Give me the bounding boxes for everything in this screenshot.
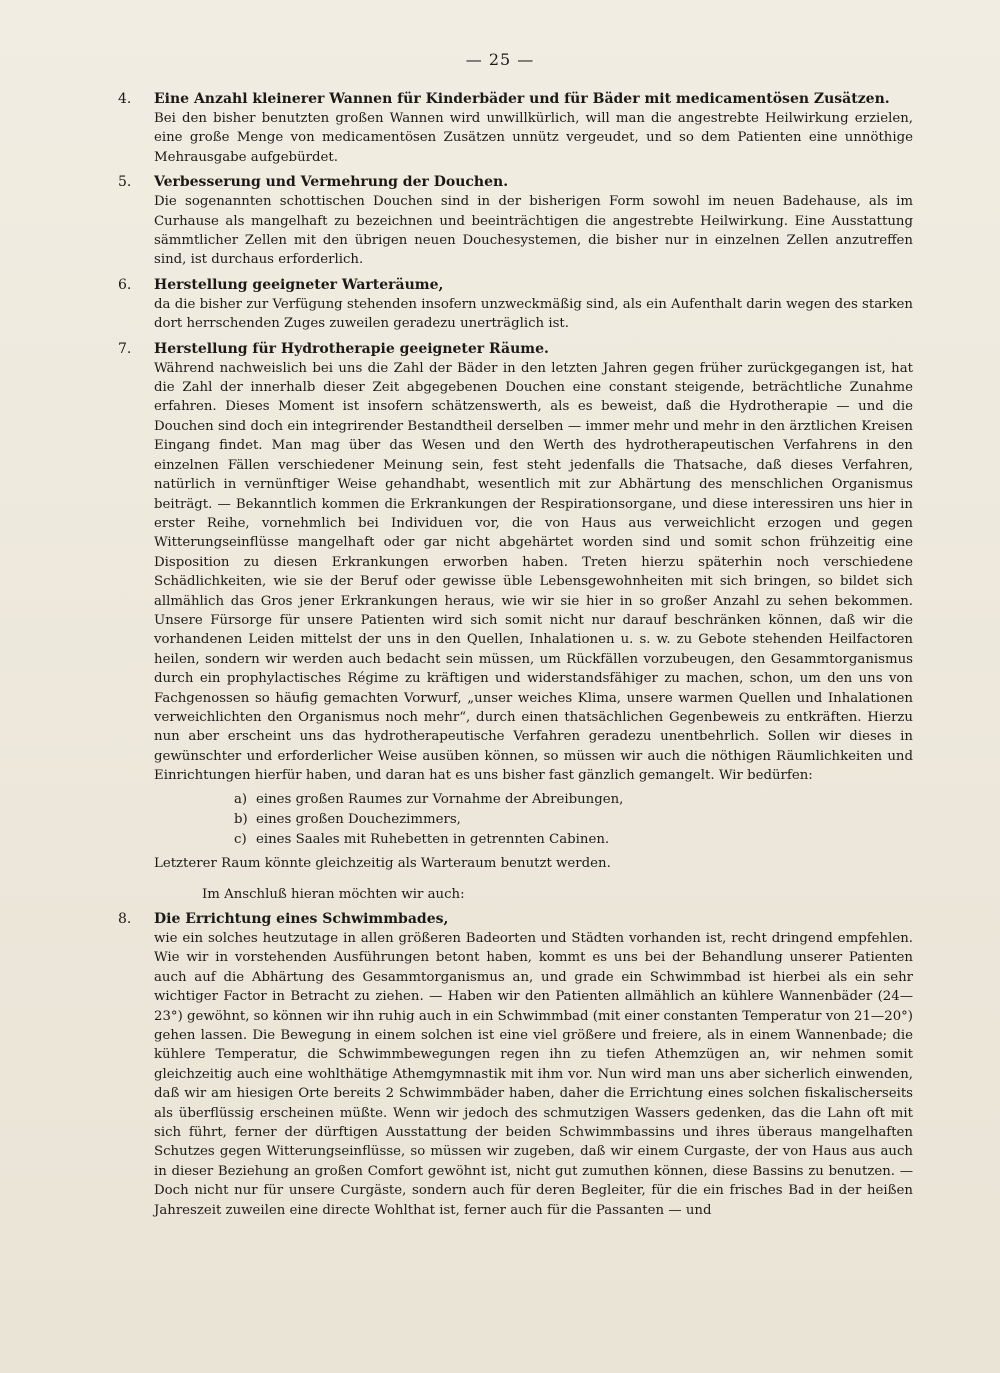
- document-body: [118, 90, 913, 1226]
- item-body: [118, 929, 913, 1220]
- sub-list-marker: b): [234, 811, 248, 827]
- item-body: [118, 359, 913, 873]
- item-number: 4.: [118, 91, 132, 107]
- item-number: 5.: [118, 174, 132, 191]
- item-closing-paragraph: Letzterer Raum könnte gleichzeitig als Warteraum benutzt werden.: [154, 855, 611, 871]
- item-body: [118, 109, 913, 167]
- item-heading: Herstellung geeigneter Warteräume,: [154, 276, 444, 293]
- item-paragraph: wie ein solches heutzutage in allen größeren Badeorten und Städten vorhanden ist, recht dringend empfehlen. Wie wir in vorstehenden Ausführungen betont haben, kommt es uns bei der Behandlung unserer Patienten auch auf die Abhärtung des Gesammtorganismus an, und grade ein Schwimmbad ist hierbei als ein sehr wichtiger Factor in Betracht zu ziehen. — Haben wir den Patienten allmählich an kühlere Wannenbäder (24—23°) gewöhnt, so können wir ihn ruhig auch in ein Schwimmbad (mit einer constanten Temperatur von 21—20°) gehen lassen. Die Bewegung in einem solchen ist eine viel größere und freiere, als in einem Wannenbade; die kühlere Temperatur, die Schwimmbewegungen regen ihn zu tiefen Athemzügen an, wir nehmen somit gleichzeitig auch eine wohlthätige Athemgymnastik mit ihm vor. Nun wird man uns aber sicherlich einwenden, daß wir am hiesigen Orte bereits 2 Schwimmbäder haben, daher die Errichtung eines solchen fiskalischerseits als überflüssig erscheinen müßte. Wenn wir jedoch des schmutzigen Wassers gedenken, das die Lahn oft mit sich führt, ferner der dürftigen Ausstattung der beiden Schwimmbassins und ihres überaus mangelhaften Schutzes gegen Witterungseinflüsse, so müssen wir zugeben, daß wir einem Curgaste, der von Haus aus auch in dieser Beziehung an großen Comfort gewöhnt ist, nicht gut zumuthen können, diese Bassins zu benutzen. — Doch nicht nur für unsere Curgäste, sondern auch für deren Begleiter, für die ein frisches Bad in der heißen Jahreszeit zuweilen eine directe Wohlthat ist, ferner auch für die Passanten — und: [154, 931, 913, 1218]
- list-item: [118, 173, 913, 270]
- sub-list-item: [234, 810, 913, 830]
- item-heading: Die Errichtung eines Schwimmbades,: [154, 911, 449, 927]
- item-heading: Herstellung für Hydrotherapie geeigneter Räume.: [154, 340, 549, 357]
- item-number: 6.: [118, 276, 132, 293]
- sub-list-marker: a): [234, 791, 248, 807]
- item-heading-row: [118, 276, 913, 295]
- item-paragraph: Während nachweislich bei uns die Zahl der Bäder in den letzten Jahren gegen früher zurückgegangen ist, hat die Zahl der innerhalb dieser Zeit abgegebenen Douchen eine constant steigende, beträchtliche Zunahme erfahren. Dieses Moment ist insofern schätzenswerth, als es beweist, daß die Hydrotherapie — und die Douchen sind doch ein integrirender Bestandtheil derselben — immer mehr und mehr in den ärztlichen Kreisen Eingang findet. Man mag über das Wesen und den Werth des hydrotherapeutischen Verfahrens in den einzelnen Fällen verschiedener Meinung sein, fest steht jedenfalls die Thatsache, daß dieses Verfahren, natürlich in vernünftiger Weise gehandhabt, wesentlich mit zur Abhärtung des menschlichen Organismus beiträgt. — Bekanntlich kommen die Erkrankungen der Respirationsorgane, und diese interessiren uns hier in erster Reihe, vornehmlich bei Individuen vor, die von Haus aus verweichlicht erzogen und gegen Witterungseinflüsse mangelhaft oder gar nicht abgehärtet worden sind und somit schon frühzeitig eine Disposition zu diesen Erkrankungen erworben haben. Treten hierzu späterhin noch verschiedene Schädlichkeiten, wie sie der Beruf oder gewisse üble Lebensgewohnheiten mit sich bringen, so bildet sich allmählich das Gros jener Erkrankungen heraus, wie wir sie hier in so großer Anzahl zu sehen bekommen. Unsere Fürsorge für unsere Patienten wird sich somit nicht nur darauf beschränken können, daß wir die vorhandenen Leiden mittelst der uns in den Quellen, Inhalationen u. s. w. zu Gebote stehenden Heilfactoren heilen, sondern wir werden auch bedacht sein müssen, um Rückfällen vorzubeugen, den Gesammtorganismus durch ein prophylactisches Régime zu kräftigen und widerstandsfähiger zu machen, schon, um den uns von Fachgenossen so häufig gemachten Vorwurf, „unser weiches Klima, unsere warmen Quellen und Inhalationen verweichlichten den Organismus noch mehr“, durch einen thatsächlichen Gegenbeweis zu entkräften. Hierzu nun aber erscheint uns das hydrotherapeutische Verfahren geradezu unentbehrlich. Sollen wir dieses in gewünschter und erforderlicher Weise ausüben können, so müssen wir auch die nöthigen Räumlichkeiten und Einrichtungen hierfür haben, und daran hat es uns bisher fast gänzlich gemangelt. Wir bedürfen:: [154, 360, 913, 784]
- sub-list-text: eines großen Raumes zur Vornahme der Abreibungen,: [256, 791, 624, 807]
- item-heading-row: [118, 910, 913, 929]
- item-body: [118, 295, 913, 334]
- item-heading-row: [118, 173, 913, 192]
- sub-list-item: [234, 790, 913, 810]
- item-paragraph: Die sogenannten schottischen Douchen sind in der bisherigen Form sowohl im neuen Badehause, als im Curhause als mangelhaft zu bezeichnen und beeinträchtigen die angestrebte Heilwirkung. Eine Ausstattung sämmtlicher Zellen mit den übrigen neuen Douchesystemen, die bisher nur in einzelnen Zellen anzutreffen sind, ist durchaus erforderlich.: [154, 194, 913, 268]
- sub-list-marker: c): [234, 831, 247, 847]
- list-item: [118, 340, 913, 873]
- item-paragraph: da die bisher zur Verfügung stehenden insofern unzweckmäßig sind, als ein Aufenthalt darin wegen des starken dort herrschenden Zuges zuweilen geradezu unerträglich ist.: [154, 296, 913, 332]
- sub-list-text: eines großen Douchezimmers,: [256, 811, 461, 827]
- sub-list: [234, 790, 913, 850]
- sub-list-text: eines Saales mit Ruhebetten in getrennten Cabinen.: [256, 831, 610, 847]
- item-heading-row: [118, 340, 913, 359]
- item-paragraph: Bei den bisher benutzten großen Wannen wird unwillkürlich, will man die angestrebte Heilwirkung erzielen, eine große Menge von medicamentösen Zusätzen unnütz vergeudet, und so dem Patienten eine unnöthige Mehrausgabe aufgebürdet.: [154, 111, 913, 165]
- sub-list-item: [234, 830, 913, 850]
- item-number: 7.: [118, 340, 132, 357]
- list-item: [118, 276, 913, 334]
- item-heading: Eine Anzahl kleinerer Wannen für Kinderbäder und für Bäder mit medicamentösen Zusätzen.: [154, 91, 890, 107]
- item-body: [118, 192, 913, 270]
- list-item: [118, 90, 913, 167]
- item-heading: Verbesserung und Vermehrung der Douchen.: [154, 174, 509, 191]
- lead-in-sentence: Im Anschluß hieran möchten wir auch:: [202, 887, 465, 902]
- page-number: — 25 —: [465, 50, 535, 69]
- list-item: [118, 910, 913, 1220]
- item-number: 8.: [118, 911, 132, 927]
- item-heading-row: [118, 90, 913, 109]
